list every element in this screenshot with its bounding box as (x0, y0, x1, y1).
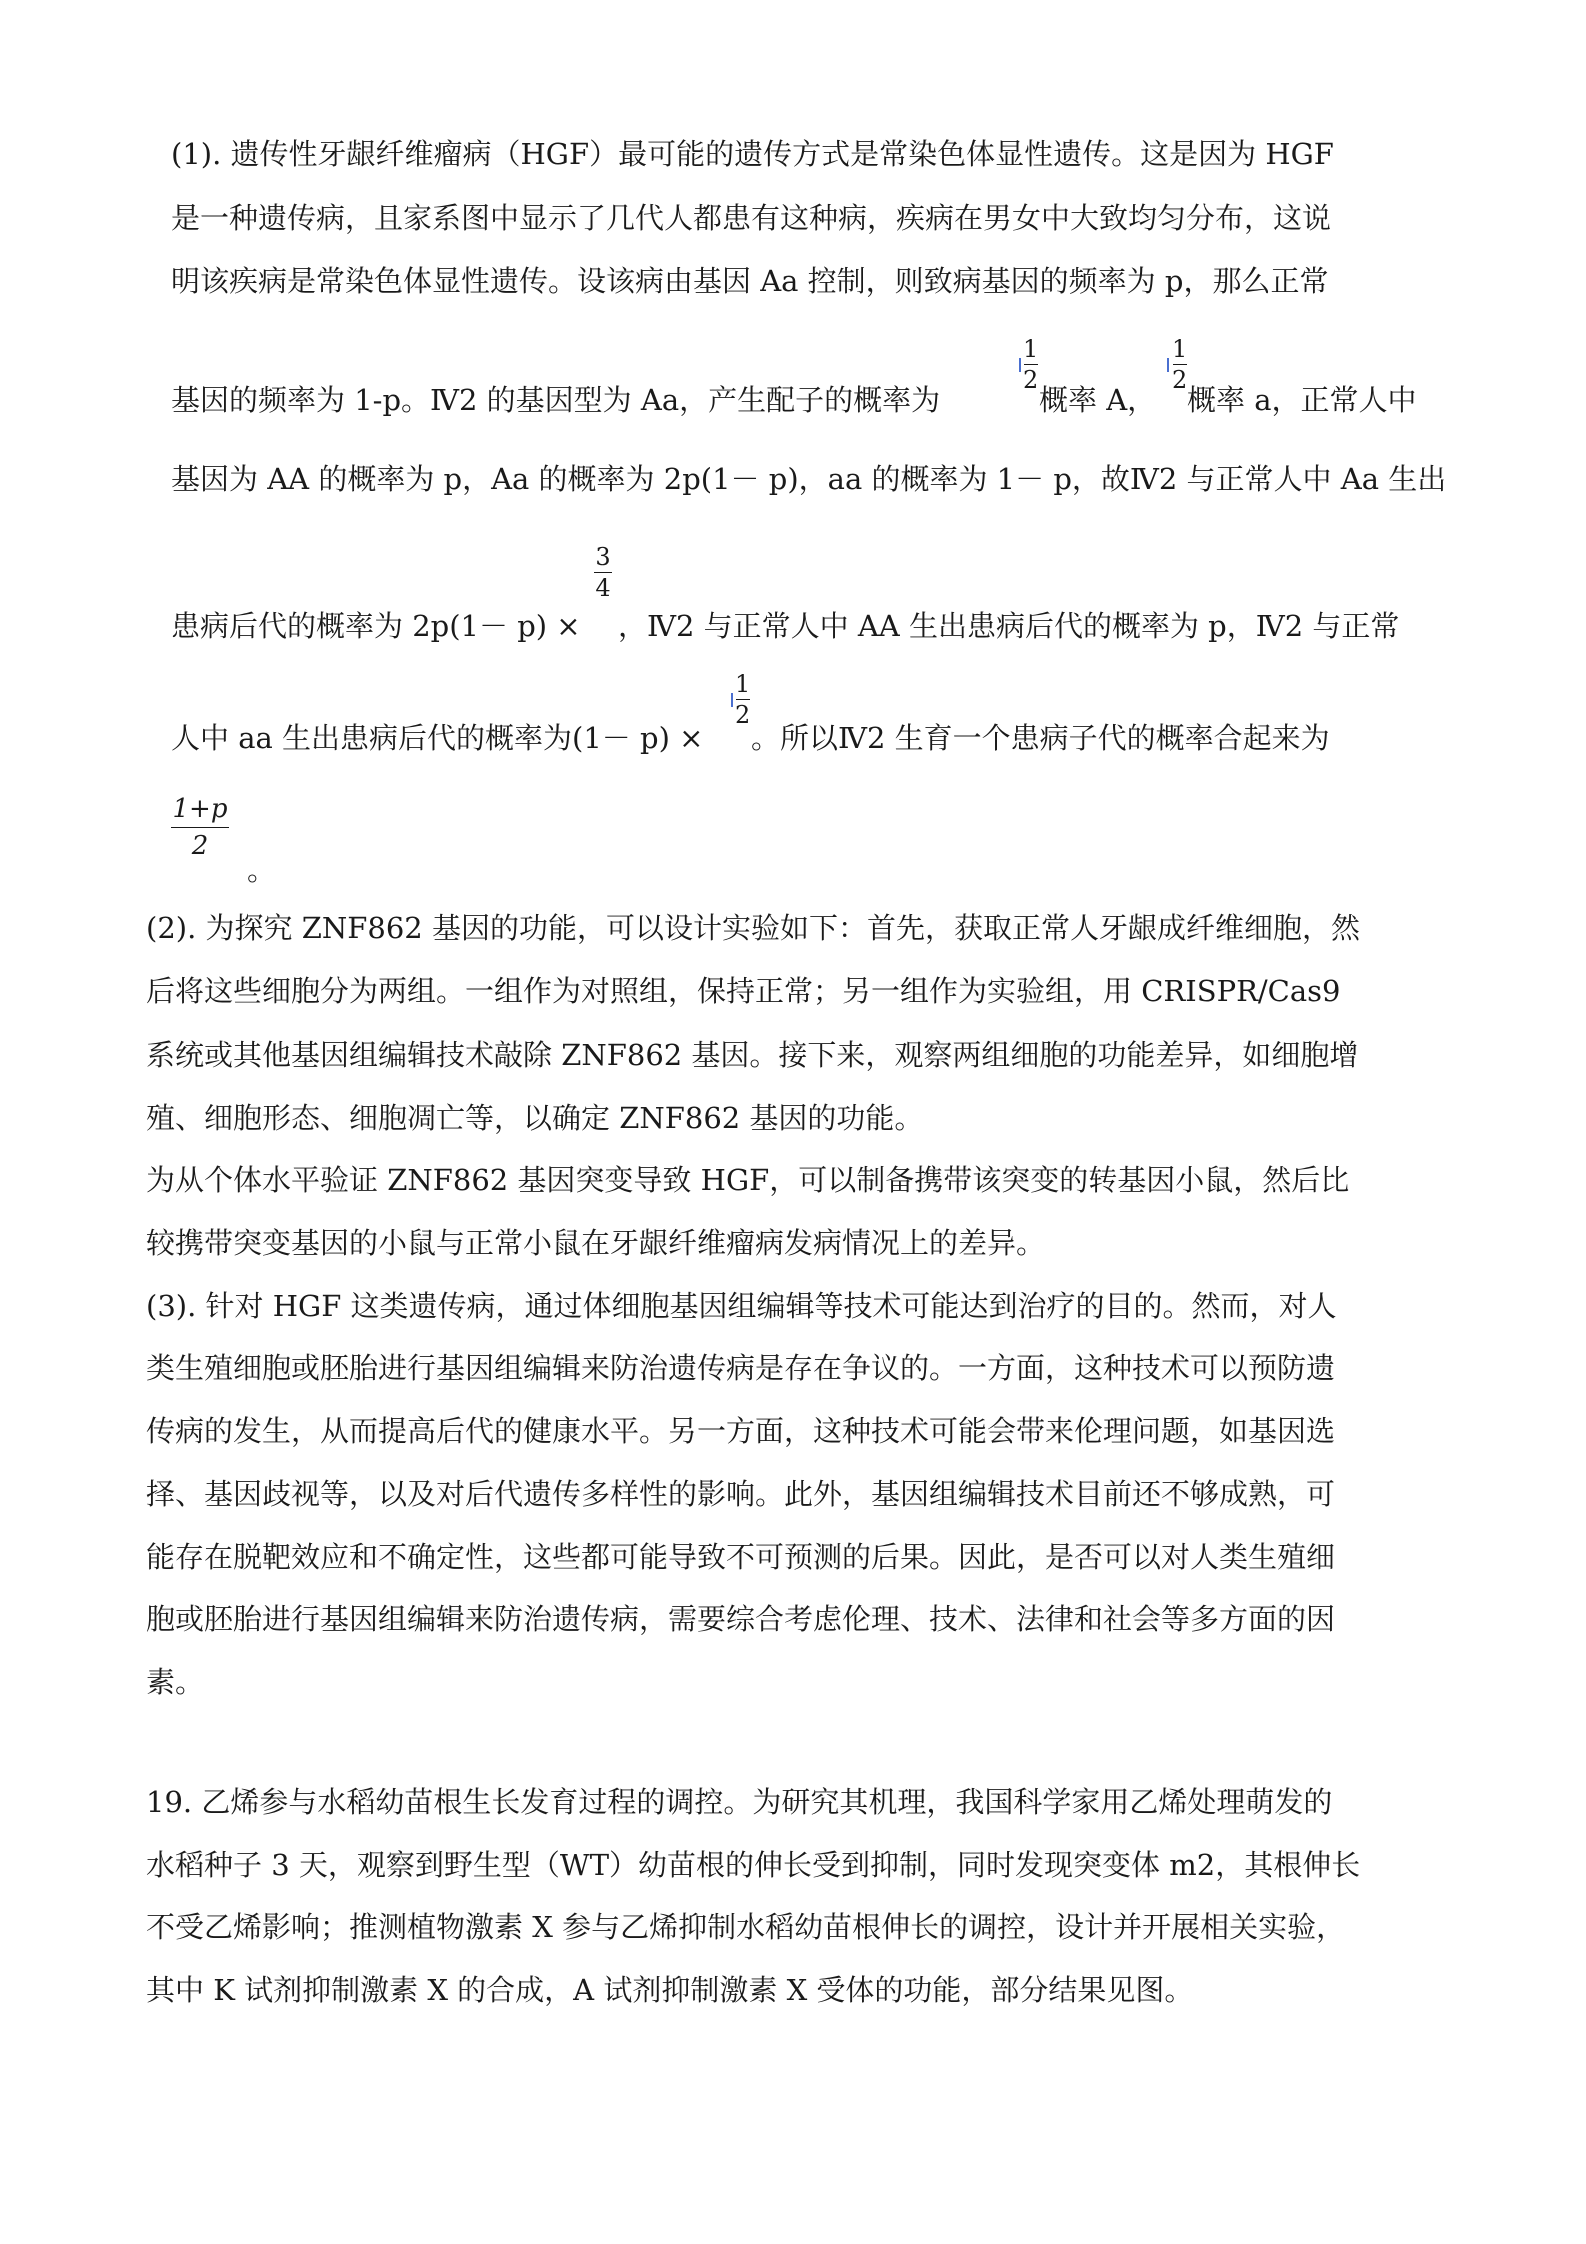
fraction-bar (736, 699, 750, 700)
s3-line-4: 择、基因歧视等，以及对后代遗传多样性的影响。此外，基因组编辑技术目前还不够成熟，可 (146, 1477, 1336, 1511)
q19-line-1: 19. 乙烯参与水稻幼苗根生长发育过程的调控。为研究其机理，我国科学家用乙烯处理萌发的 (146, 1785, 1333, 1819)
s3-line-7: 素。 (146, 1665, 205, 1699)
s1-line-4c: 概率 a，正常人中 (1187, 383, 1417, 417)
fraction-half-c (735, 672, 750, 727)
fraction-bar (171, 827, 229, 828)
s1-line-1: (1). 遗传性牙龈纤维瘤病（HGF）最可能的遗传方式是常染色体显性遗传。这是因为 HGF (171, 137, 1334, 171)
fraction-34-den: 4 (595, 574, 611, 602)
s2-line-1: (2). 为探究 ZNF862 基因的功能，可以设计实验如下：首先，获取正常人牙龈成纤维细胞，然 (146, 911, 1360, 945)
s2-line-2: 后将这些细胞分为两组。一组作为对照组，保持正常；另一组作为实验组，用 CRISPR/Cas9 (146, 974, 1341, 1008)
text-cursor-mark (1167, 358, 1169, 372)
q19-line-4: 其中 K 试剂抑制激素 X 的合成，A 试剂抑制激素 X 受体的功能，部分结果见图。 (146, 1973, 1194, 2007)
fraction-final (171, 796, 229, 859)
text-cursor-mark (731, 693, 733, 707)
s2-line-4: 殖、细胞形态、细胞凋亡等，以确定 ZNF862 基因的功能。 (146, 1101, 924, 1135)
q19-line-2: 水稻种子 3 天，观察到野生型（WT）幼苗根的伸长受到抑制，同时发现突变体 m2，其根伸长 (146, 1848, 1361, 1882)
s1-line-3: 明该疾病是常染色体显性遗传。设该病由基因 Aa 控制，则致病基因的频率为 p，那么正常 (171, 264, 1329, 298)
fraction-final-den: 2 (191, 831, 209, 861)
q19-line-3: 不受乙烯影响；推测植物激素 X 参与乙烯抑制水稻幼苗根伸长的调控，设计并开展相关实验， (146, 1910, 1346, 1944)
fraction-bar (1024, 364, 1038, 365)
fraction-half-b (1172, 337, 1187, 392)
fraction-three-quarters (594, 545, 612, 600)
fraction-final-num: 1+p (172, 794, 228, 824)
s3-line-6: 胞或胚胎进行基因组编辑来防治遗传病，需要综合考虑伦理、技术、法律和社会等多方面的因 (146, 1602, 1336, 1636)
s1-line-4b: 概率 A， (1039, 383, 1157, 417)
s3-line-1: (3). 针对 HGF 这类遗传病，通过体细胞基因组编辑等技术可能达到治疗的目的。然而，对人 (146, 1289, 1337, 1323)
fraction-34-num: 3 (595, 543, 611, 571)
s1-line-6a: 患病后代的概率为 2p(1－ p) × (171, 609, 581, 643)
s2-line-5: 为从个体水平验证 ZNF862 基因突变导致 HGF，可以制备携带该突变的转基因小鼠，然后比 (146, 1163, 1350, 1197)
fraction-half-c-num: 1 (735, 670, 751, 698)
s3-line-3: 传病的发生，从而提高后代的健康水平。另一方面，这种技术可能会带来伦理问题，如基因选 (146, 1414, 1336, 1448)
fraction-bar (594, 572, 612, 573)
s1-line-6b: ，Ⅳ2 与正常人中 AA 生出患病后代的概率为 p，Ⅳ2 与正常 (618, 609, 1400, 643)
fraction-half-c-den: 2 (735, 701, 751, 729)
s3-line-5: 能存在脱靶效应和不确定性，这些都可能导致不可预测的后果。因此，是否可以对人类生殖细 (146, 1540, 1336, 1574)
s1-line-7b: 。所以Ⅳ2 生育一个患病子代的概率合起来为 (751, 721, 1330, 755)
fraction-half-a (1023, 337, 1038, 392)
s3-line-2: 类生殖细胞或胚胎进行基因组编辑来防治遗传病是存在争议的。一方面，这种技术可以预防遗 (146, 1351, 1336, 1385)
s1-line-2: 是一种遗传病，且家系图中显示了几代人都患有这种病，疾病在男女中大致均匀分布，这说 (171, 201, 1332, 235)
s1-line-8: 。 (247, 853, 277, 887)
text-cursor-mark (1019, 358, 1021, 372)
s2-line-3: 系统或其他基因组编辑技术敲除 ZNF862 基因。接下来，观察两组细胞的功能差异，如细胞增 (146, 1038, 1359, 1072)
s2-line-6: 较携带突变基因的小鼠与正常小鼠在牙龈纤维瘤病发病情况上的差异。 (146, 1226, 1046, 1260)
fraction-half-b-den: 2 (1172, 366, 1188, 394)
s1-line-7a: 人中 aa 生出患病后代的概率为(1－ p) × (171, 721, 704, 755)
fraction-half-a-den: 2 (1023, 366, 1039, 394)
fraction-half-b-num: 1 (1172, 335, 1188, 363)
s1-line-4a: 基因的频率为 1-p。Ⅳ2 的基因型为 Aa，产生配子的概率为 (171, 383, 941, 417)
fraction-bar (1173, 364, 1187, 365)
s1-line-5: 基因为 AA 的概率为 p，Aa 的概率为 2p(1－ p)，aa 的概率为 1－ p，故Ⅳ2 与正常人中 Aa 生出 (171, 462, 1447, 496)
fraction-half-a-num: 1 (1023, 335, 1039, 363)
